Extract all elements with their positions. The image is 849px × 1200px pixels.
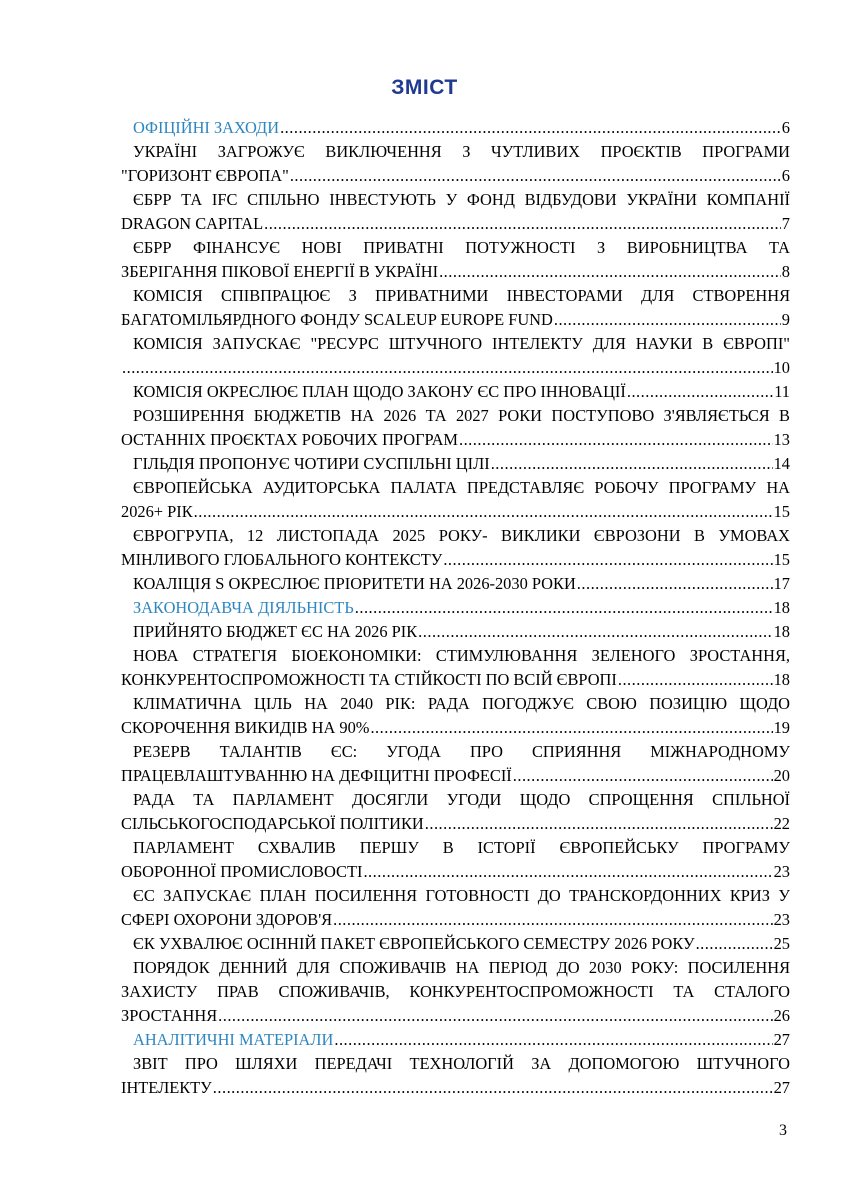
toc-entry-text: ПАРЛАМЕНТ СХВАЛИВ ПЕРШУ В ІСТОРІЇ ЄВРОПЕЙСЬКУ ПРОГРАМУ [133, 838, 790, 857]
toc-page-number: 27 [773, 1030, 790, 1049]
dot-leader [513, 764, 773, 788]
toc-entry-link[interactable] [121, 740, 790, 788]
dot-leader [439, 260, 781, 284]
dot-leader [363, 860, 772, 884]
toc-entry-text: ЗАХИСТУ ПРАВ СПОЖИВАЧІВ, КОНКУРЕНТОСПРОМОЖНОСТІ ТА СТАЛОГО [121, 982, 790, 1001]
toc-page-number: 11 [774, 382, 790, 401]
toc-section-link[interactable] [121, 1028, 790, 1052]
toc-entry-text: КОМІСІЯ ЗАПУСКАЄ "РЕСУРС ШТУЧНОГО ІНТЕЛЕКТУ ДЛЯ НАУКИ В ЄВРОПІ" [133, 334, 790, 353]
toc-page-number: 9 [781, 310, 790, 329]
toc-page-number: 18 [773, 670, 790, 689]
toc-entry-link[interactable] [121, 644, 790, 692]
toc-page-number: 26 [773, 1006, 790, 1025]
toc-entry-text: ПОРЯДОК ДЕННИЙ ДЛЯ СПОЖИВАЧІВ НА ПЕРІОД ДО 2030 РОКУ: ПОСИЛЕННЯ [133, 958, 790, 977]
dot-leader [264, 212, 781, 236]
toc-entry-link[interactable] [121, 524, 790, 572]
toc-entry-text: РОЗШИРЕННЯ БЮДЖЕТІВ НА 2026 ТА 2027 РОКИ ПОСТУПОВО З'ЯВЛЯЄТЬСЯ В [133, 406, 790, 425]
toc-entry-link[interactable] [121, 788, 790, 836]
toc-page-number: 18 [773, 598, 790, 617]
toc-entry-text: КОНКУРЕНТОСПРОМОЖНОСТІ ТА СТІЙКОСТІ ПО ВСІЙ ЄВРОПІ [121, 670, 617, 689]
toc-entry-text: DRAGON CAPITAL [121, 214, 264, 233]
toc-entry-text: СФЕРІ ОХОРОНИ ЗДОРОВ'Я [121, 910, 333, 929]
toc-title: ЗМІСТ [391, 76, 458, 99]
toc-entry-link[interactable] [121, 476, 790, 524]
dot-leader [418, 620, 772, 644]
toc-page-number: 27 [773, 1078, 790, 1097]
dot-leader [577, 572, 773, 596]
toc-page-number: 6 [781, 166, 790, 185]
toc-entry-text: РАДА ТА ПАРЛАМЕНТ ДОСЯГЛИ УГОДИ ЩОДО СПРОЩЕННЯ СПІЛЬНОЇ [133, 790, 790, 809]
dot-leader [122, 356, 773, 380]
toc-entry-text: ГІЛЬДІЯ ПРОПОНУЄ ЧОТИРИ СУСПІЛЬНІ ЦІЛІ [133, 454, 490, 473]
toc-entry-text: КОАЛІЦІЯ S ОКРЕСЛЮЄ ПРІОРИТЕТИ НА 2026-2030 РОКИ [133, 574, 576, 593]
toc-entry-link[interactable] [121, 236, 790, 284]
toc-entry-text: ЄБРР ТА IFC СПІЛЬНО ІНВЕСТУЮТЬ У ФОНД ВІДБУДОВИ УКРАЇНИ КОМПАНІЇ [133, 190, 790, 209]
toc-page-number: 10 [773, 358, 790, 377]
toc-page-number: 23 [773, 862, 790, 881]
dot-leader [370, 716, 772, 740]
dot-leader [459, 428, 773, 452]
toc-entry-text: БАГАТОМІЛЬЯРДНОГО ФОНДУ SCALEUP EUROPE FUND [121, 310, 553, 329]
page-number: 3 [779, 1122, 787, 1139]
toc-entry-text: КОМІСІЯ ОКРЕСЛЮЄ ПЛАН ЩОДО ЗАКОНУ ЄС ПРО ІННОВАЦІЇ [133, 382, 626, 401]
toc-entry-text: ЗАКОНОДАВЧА ДІЯЛЬНІСТЬ [133, 598, 354, 617]
toc-entry-text: КЛІМАТИЧНА ЦІЛЬ НА 2040 РІК: РАДА ПОГОДЖУЄ СВОЮ ПОЗИЦІЮ ЩОДО [133, 694, 790, 713]
toc-entry-text: ЗРОСТАННЯ [121, 1006, 218, 1025]
toc-entry-text: ЗБЕРІГАННЯ ПІКОВОЇ ЕНЕРГІЇ В УКРАЇНІ [121, 262, 439, 281]
dot-leader [333, 908, 773, 932]
toc-entry-link[interactable] [121, 692, 790, 740]
toc-page-number: 25 [773, 934, 790, 953]
toc-entry-link[interactable] [121, 884, 790, 932]
toc-section-link[interactable] [121, 116, 790, 140]
toc-entry-text: АНАЛІТИЧНІ МАТЕРІАЛИ [133, 1030, 334, 1049]
toc-entry-link[interactable] [121, 140, 790, 188]
toc-page-number: 14 [773, 454, 790, 473]
toc-entry-text: МІНЛИВОГО ГЛОБАЛЬНОГО КОНТЕКСТУ [121, 550, 443, 569]
toc-entry-text: СІЛЬСЬКОГОСПОДАРСЬКОЇ ПОЛІТИКИ [121, 814, 424, 833]
dot-leader [280, 116, 781, 140]
toc-entry-link[interactable] [121, 332, 790, 380]
toc-entry-link[interactable] [121, 404, 790, 452]
toc-page-number: 8 [781, 262, 790, 281]
dot-leader [213, 1076, 773, 1100]
toc-entry-text: ЄВРОПЕЙСЬКА АУДИТОРСЬКА ПАЛАТА ПРЕДСТАВЛЯЄ РОБОЧУ ПРОГРАМУ НА [133, 478, 790, 497]
toc-entry-text: ЗВІТ ПРО ШЛЯХИ ПЕРЕДАЧІ ТЕХНОЛОГІЙ ЗА ДОПОМОГОЮ ШТУЧНОГО [133, 1054, 790, 1073]
toc-entry-text: ЄБРР ФІНАНСУЄ НОВІ ПРИВАТНІ ПОТУЖНОСТІ З ВИРОБНИЦТВА ТА [133, 238, 790, 257]
dot-leader [290, 164, 781, 188]
toc-page-number: 18 [773, 622, 790, 641]
dot-leader [443, 548, 772, 572]
toc-entry-text: РЕЗЕРВ ТАЛАНТІВ ЄС: УГОДА ПРО СПРИЯННЯ МІЖНАРОДНОМУ [133, 742, 790, 761]
toc-entry-text: ОФІЦІЙНІ ЗАХОДИ [133, 118, 280, 137]
toc-page-number: 7 [781, 214, 790, 233]
toc-page-number: 19 [773, 718, 790, 737]
toc-entry-link[interactable] [121, 956, 790, 1028]
toc-page-number: 23 [773, 910, 790, 929]
toc-entry-link[interactable] [121, 188, 790, 236]
toc-page-number: 15 [773, 502, 790, 521]
toc-entry-text: ЄК УХВАЛЮЄ ОСІННІЙ ПАКЕТ ЄВРОПЕЙСЬКОГО СЕМЕСТРУ 2026 РОКУ [133, 934, 695, 953]
dot-leader [355, 596, 773, 620]
dot-leader [491, 452, 773, 476]
toc-entry-link[interactable] [121, 380, 790, 404]
toc-section-link[interactable] [121, 596, 790, 620]
dot-leader [554, 308, 781, 332]
toc-entry-link[interactable] [121, 284, 790, 332]
toc-page-number: 22 [773, 814, 790, 833]
toc-entry-text: ІНТЕЛЕКТУ [121, 1078, 212, 1097]
toc-entry-text: КОМІСІЯ СПІВПРАЦЮЄ З ПРИВАТНИМИ ІНВЕСТОРАМИ ДЛЯ СТВОРЕННЯ [133, 286, 790, 305]
toc-entry-link[interactable] [121, 572, 790, 596]
dot-leader [425, 812, 773, 836]
toc-entry-text: ОБОРОННОЇ ПРОМИСЛОВОСТІ [121, 862, 363, 881]
table-of-contents [121, 116, 790, 1100]
dot-leader [194, 500, 773, 524]
toc-entry-text: ЄВРОГРУПА, 12 ЛИСТОПАДА 2025 РОКУ- ВИКЛИКИ ЄВРОЗОНИ В УМОВАХ [133, 526, 790, 545]
dot-leader [334, 1028, 772, 1052]
toc-entry-link[interactable] [121, 452, 790, 476]
toc-page-number: 17 [773, 574, 790, 593]
toc-page-number: 6 [781, 118, 790, 137]
toc-entry-text: ПРАЦЕВЛАШТУВАННЮ НА ДЕФІЦИТНІ ПРОФЕСІЇ [121, 766, 512, 785]
toc-entry-link[interactable] [121, 836, 790, 884]
toc-entry-text: "ГОРИЗОНТ ЄВРОПА" [121, 166, 289, 185]
toc-entry-link[interactable] [121, 1052, 790, 1100]
toc-page-number: 20 [773, 766, 790, 785]
toc-entry-link[interactable] [121, 620, 790, 644]
toc-entry-text: ПРИЙНЯТО БЮДЖЕТ ЄС НА 2026 РІК [133, 622, 418, 641]
dot-leader [218, 1004, 772, 1028]
toc-entry-text: НОВА СТРАТЕГІЯ БІОЕКОНОМІКИ: СТИМУЛЮВАННЯ ЗЕЛЕНОГО ЗРОСТАННЯ, [133, 646, 790, 665]
toc-entry-text: УКРАЇНІ ЗАГРОЖУЄ ВИКЛЮЧЕННЯ З ЧУТЛИВИХ ПРОЄКТІВ ПРОГРАМИ [133, 142, 790, 161]
dot-leader [627, 380, 773, 404]
toc-entry-text: ОСТАННІХ ПРОЄКТАХ РОБОЧИХ ПРОГРАМ [121, 430, 458, 449]
toc-page-number: 13 [773, 430, 790, 449]
dot-leader [696, 932, 773, 956]
toc-entry-link[interactable] [121, 932, 790, 956]
toc-entry-text: 2026+ РІК [121, 502, 193, 521]
toc-entry-text: СКОРОЧЕННЯ ВИКИДІВ НА 90% [121, 718, 370, 737]
dot-leader [618, 668, 773, 692]
toc-page-number: 15 [773, 550, 790, 569]
toc-entry-text: ЄС ЗАПУСКАЄ ПЛАН ПОСИЛЕННЯ ГОТОВНОСТІ ДО ТРАНСКОРДОННИХ КРИЗ У [133, 886, 790, 905]
